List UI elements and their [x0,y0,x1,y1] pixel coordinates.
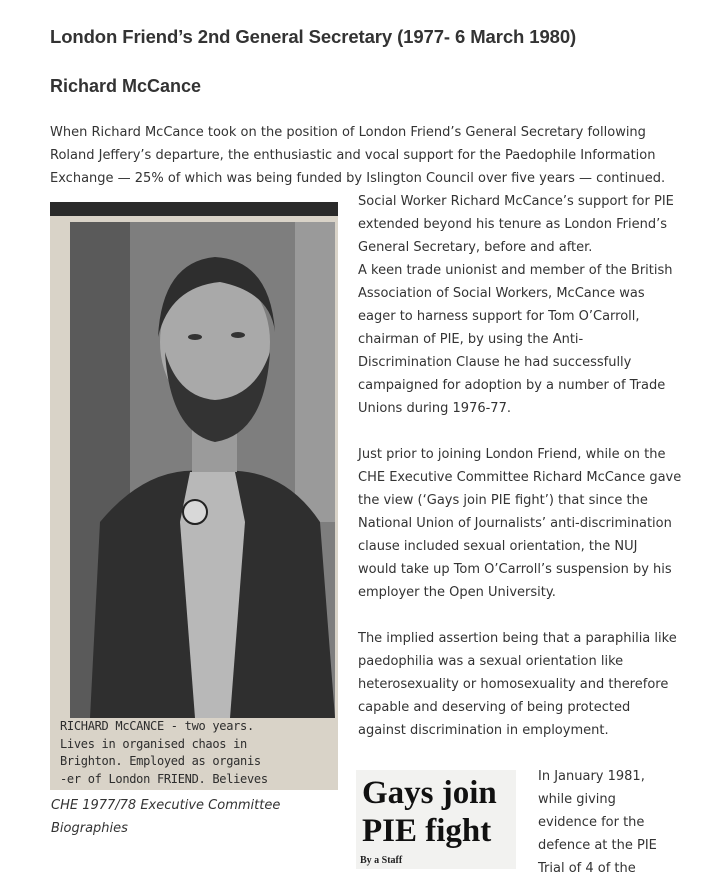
text-line: Just prior to joining London Friend, while on the [358,447,666,462]
text-line: clause included sexual orientation, the NUJ [358,539,638,554]
headline-line-2: PIE fight [362,813,492,849]
text-line: National Union of Journalists’ anti-discrimination [358,516,672,531]
paragraph-implied-assertion [358,627,678,742]
intro-line: Exchange — 25% of which was being funded by Islington Council over five years — continued. [50,171,666,186]
paragraph-support [358,190,678,420]
text-line: evidence for the [538,815,645,830]
clipping-biography-text [60,718,335,790]
text-line: extended beyond his tenure as London Friend’s [358,217,668,232]
text-line: eager to harness support for Tom O’Carroll, [358,309,640,324]
text-line: the view (‘Gays join PIE fight’) that since the [358,493,648,508]
text-line: capable and deserving of being protected [358,700,631,715]
headline-byline: By a Staff [360,855,403,866]
paragraph-trial-evidence [538,765,657,880]
text-line: A keen trade unionist and member of the British [358,263,673,278]
article-title: London Friend’s 2nd General Secretary (1977- 6 March 1980) [50,26,577,47]
bio-line: Lives in organised chaos in [60,736,247,751]
clipping-top-edge [50,202,338,216]
intro-line: Roland Jeffery’s departure, the enthusiastic and vocal support for the Paedophile Information [50,148,656,163]
text-line: General Secretary, before and after. [358,240,593,255]
text-line: chairman of PIE, by using the Anti- [358,332,584,347]
section-heading: Richard McCance [50,76,202,96]
text-line: heterosexuality or homosexuality and therefore [358,677,669,692]
text-line: In January 1981, [538,769,645,784]
text-line: Trial of 4 of the [538,861,636,876]
bio-line [60,789,261,790]
headline-line-1: Gays join [362,775,497,811]
caption-line: Biographies [51,821,128,836]
bio-line: RICHARD McCANCE - two years. [60,719,254,733]
intro-paragraph [50,121,665,190]
text-line: Discrimination Clause he had successfully [358,355,632,370]
caption-line: CHE 1977/78 Executive Committee [51,798,281,813]
text-line: Association of Social Workers, McCance was [358,286,645,301]
text-line: campaigned for adoption by a number of Trade [358,378,666,393]
text-line: Unions during 1976-77. [358,401,511,416]
text-line: paedophilia was a sexual orientation like [358,654,624,669]
text-line: CHE Executive Committee Richard McCance gave [358,470,682,485]
text-line: defence at the PIE [538,838,657,853]
intro-line: When Richard McCance took on the position of London Friend’s General Secretary following [50,125,646,140]
newspaper-clipping-photo [50,202,338,790]
portrait-photo [70,222,335,718]
portrait-illustration [70,222,335,718]
image-caption [51,794,280,840]
text-line: The implied assertion being that a paraphilia like [358,631,677,646]
bio-line: Brighton. Employed as organis [60,754,261,768]
text-line: while giving [538,792,616,807]
paragraph-che-view [358,443,682,604]
newspaper-headline-clipping [356,770,516,869]
text-line: Social Worker Richard McCance’s support for PIE [358,194,674,209]
bio-line: -er of London FRIEND. Believes [60,771,268,786]
text-line: would take up Tom O’Carroll’s suspension by his [358,562,672,577]
text-line: employer the Open University. [358,585,556,600]
text-line: against discrimination in employment. [358,723,609,738]
